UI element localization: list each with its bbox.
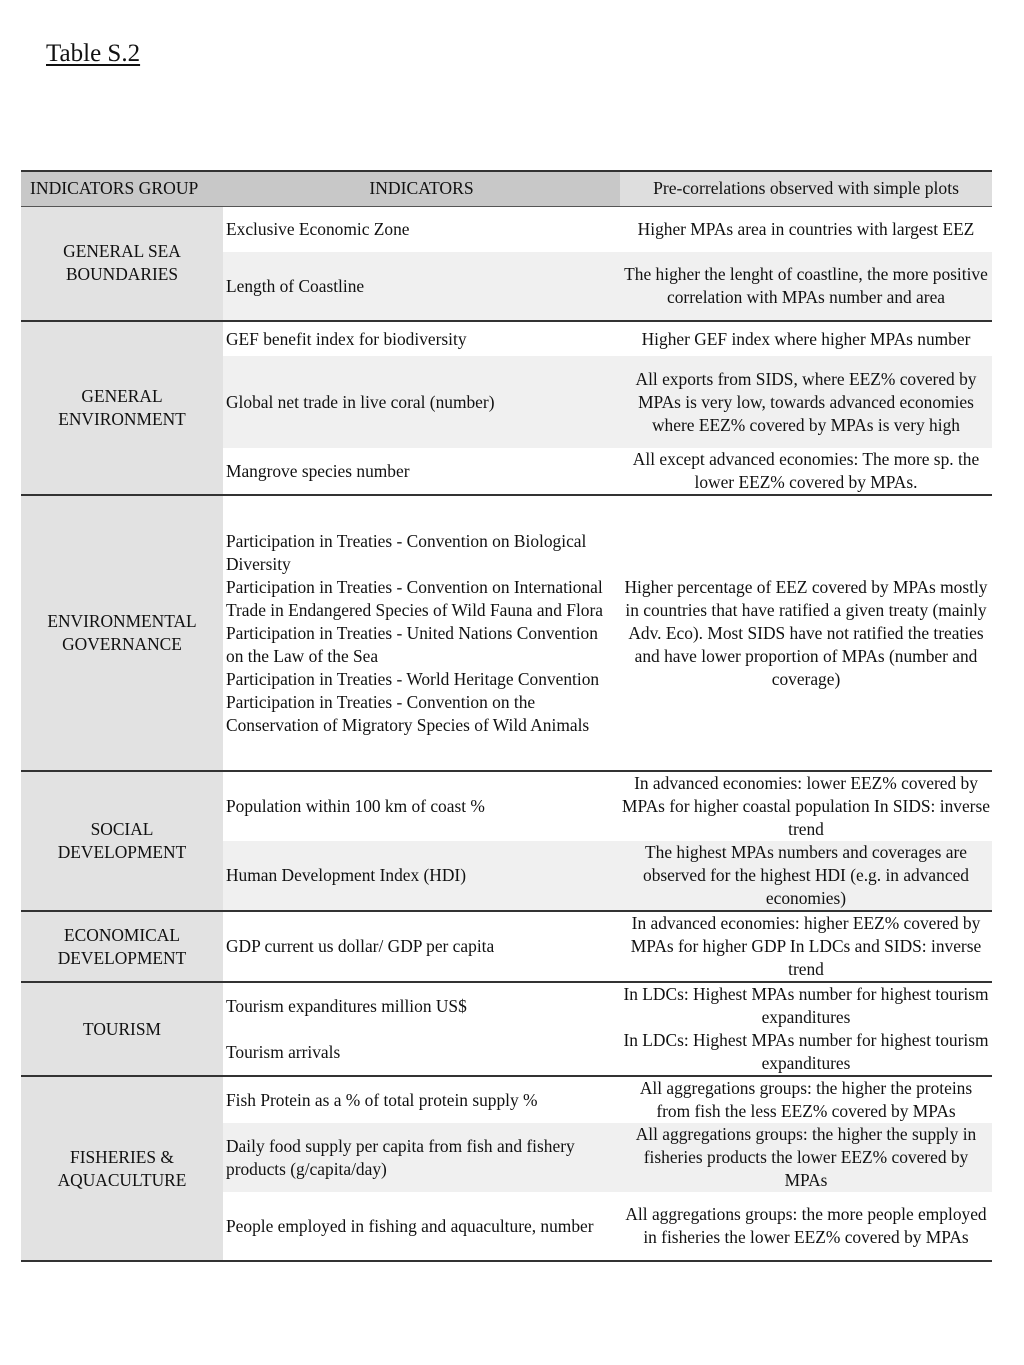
indicator-cell: Length of Coastline: [223, 252, 620, 321]
table-row: [21, 321, 992, 356]
treaty-indicator: Participation in Treaties - Convention on the Conservation of Migratory Species of Wild Animals: [226, 691, 590, 735]
group-cell-fisheries-aquaculture: FISHERIES & AQUACULTURE: [21, 1076, 223, 1261]
group-cell-sea-boundaries: GENERAL SEA BOUNDARIES: [21, 206, 223, 321]
correlation-cell: All except advanced economies: The more sp. the lower EEZ% covered by MPAs.: [620, 448, 992, 495]
indicator-cell: GDP current us dollar/ GDP per capita: [223, 911, 620, 982]
table-row: [21, 911, 992, 982]
correlation-line: In SIDS: inverse trend: [788, 796, 990, 839]
table-row: [21, 1076, 992, 1123]
correlation-cell: All aggregations groups: the higher the supply in fisheries products the lower EEZ% covered by MPAs: [620, 1123, 992, 1192]
correlation-line: In advanced economies: lower EEZ% covered by MPAs for higher coastal population: [622, 773, 978, 816]
indicator-cell: Global net trade in live coral (number): [223, 356, 620, 448]
correlation-cell: Higher GEF index where higher MPAs number: [641, 328, 971, 349]
indicator-cell: Tourism arrivals: [223, 1029, 620, 1076]
indicator-cell: Human Development Index (HDI): [223, 841, 620, 911]
group-cell-economical-development: ECONOMICAL DEVELOPMENT: [21, 911, 223, 982]
correlation-cell: In LDCs: Highest MPAs number for highest tourism expanditures: [620, 1029, 992, 1076]
table-row: [21, 495, 992, 771]
group-cell-environmental-governance: ENVIRONMENTAL GOVERNANCE: [21, 495, 223, 771]
table-row: [21, 206, 992, 252]
table-row: [21, 982, 992, 1029]
treaty-indicator: Participation in Treaties - World Heritage Convention: [226, 668, 600, 689]
indicator-cell: Daily food supply per capita from fish and fishery products (g/capita/day): [223, 1123, 620, 1192]
correlation-cell: In LDCs: Highest MPAs number for highest tourism expanditures: [623, 984, 989, 1027]
correlation-cell: [620, 911, 992, 982]
treaty-indicator: Participation in Treaties - Convention on International Trade in Endangered Species of Wild Fauna and Flora: [226, 576, 603, 620]
indicator-cell: Population within 100 km of coast %: [226, 796, 485, 816]
correlation-line: In LDCs and SIDS: inverse trend: [788, 936, 982, 979]
group-cell-tourism: TOURISM: [21, 982, 223, 1076]
indicator-list-cell: [223, 495, 620, 771]
group-cell-general-environment: GENERAL ENVIRONMENT: [21, 321, 223, 495]
treaty-indicator: Participation in Treaties - Convention on Biological Diversity: [226, 530, 587, 574]
indicator-cell: People employed in fishing and aquaculture, number: [223, 1192, 620, 1261]
header-pre-correlations: Pre-correlations observed with simple plots: [620, 171, 992, 206]
indicator-cell: Tourism expanditures million US$: [226, 995, 467, 1016]
treaty-indicator: Participation in Treaties - United Nations Convention on the Law of the Sea: [226, 622, 598, 666]
indicator-cell: GEF benefit index for biodiversity: [226, 328, 467, 349]
indicator-cell: Fish Protein as a % of total protein supply %: [226, 1089, 538, 1110]
correlation-cell: All exports from SIDS, where EEZ% covered by MPAs is very low, towards advanced economies where EEZ% covered by MPAs is very high: [620, 356, 992, 448]
correlation-cell: Higher percentage of EEZ covered by MPAs mostly in countries that have ratified a given treaty (mainly Adv. Eco). Most SIDS have not ratified the treaties and have lower proportion of MPAs (number and coverage): [620, 495, 992, 771]
correlation-cell: The higher the lenght of coastline, the more positive correlation with MPAs number and area: [620, 252, 992, 321]
correlation-line: In advanced economies: higher EEZ% covered by MPAs for higher GDP: [630, 913, 981, 956]
header-indicators-group: INDICATORS GROUP: [21, 171, 223, 206]
indicator-cell: Mangrove species number: [223, 448, 620, 495]
table-header-row: [21, 171, 992, 206]
correlation-cell: All aggregations groups: the more people employed in fisheries the lower EEZ% covered by MPAs: [620, 1192, 992, 1261]
table-row: [21, 771, 992, 841]
indicators-table: [21, 170, 992, 1262]
correlation-cell: All aggregations groups: the higher the proteins from fish the less EEZ% covered by MPAs: [639, 1078, 973, 1121]
group-cell-social-development: SOCIAL DEVELOPMENT: [21, 771, 223, 911]
document-title: Table S.2: [46, 40, 141, 67]
correlation-cell: [620, 771, 992, 841]
indicator-cell: Exclusive Economic Zone: [226, 218, 410, 239]
correlation-cell: The highest MPAs numbers and coverages are observed for the highest HDI (e.g. in advanced economies): [620, 841, 992, 911]
header-indicators: INDICATORS: [223, 171, 620, 206]
correlation-cell: Higher MPAs area in countries with largest EEZ: [637, 218, 975, 239]
